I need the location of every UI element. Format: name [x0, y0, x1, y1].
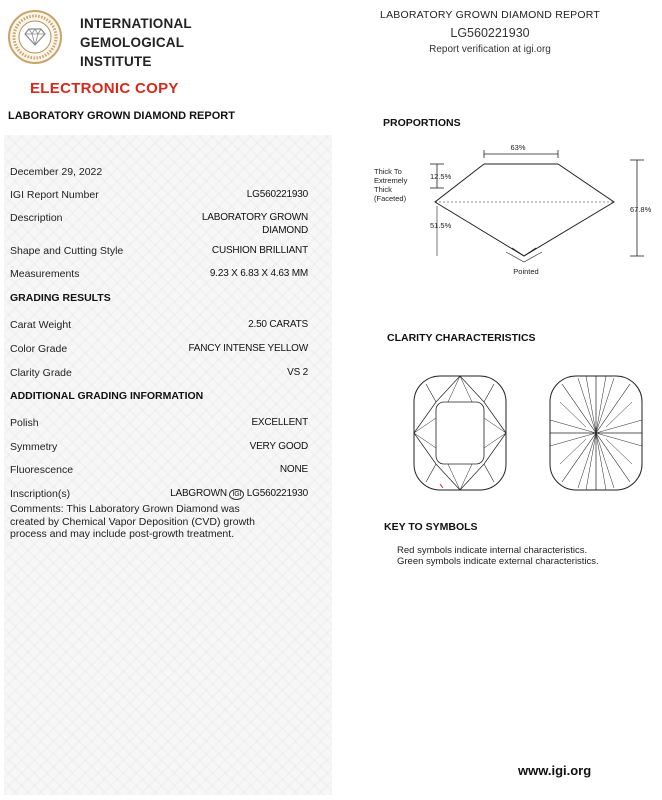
polish-label: Polish [10, 417, 39, 429]
igi-inscription-mark: IGI [229, 489, 244, 500]
right-report-title: LABORATORY GROWN DIAMOND REPORT [380, 9, 600, 21]
table-percent: 63% [510, 143, 526, 152]
additional-grading-title: ADDITIONAL GRADING INFORMATION [10, 390, 204, 402]
girdle-line: Thick To [374, 167, 402, 176]
description-value-line: LABORATORY GROWN [201, 212, 308, 223]
fluorescence-value: NONE [279, 464, 308, 475]
key-red-note: Red symbols indicate internal characteristics. [397, 545, 588, 556]
crown-view-diagram [410, 372, 510, 494]
carat-label: Carat Weight [10, 319, 72, 331]
report-number-value: LG560221930 [246, 189, 308, 200]
description-value-line: DIAMOND [262, 224, 308, 236]
crown-percent: 12.5% [430, 172, 452, 181]
key-green-note: Green symbols indicate external characteristics. [397, 556, 599, 567]
org-name-line: INSTITUTE [80, 54, 152, 69]
symmetry-value: VERY GOOD [249, 441, 308, 452]
shape-label: Shape and Cutting Style [10, 245, 124, 257]
measurements-value: 9.23 X 6.83 X 4.63 MM [209, 268, 308, 279]
left-report-title: LABORATORY GROWN DIAMOND REPORT [8, 110, 235, 122]
electronic-copy-label: ELECTRONIC COPY [30, 80, 179, 97]
color-label: Color Grade [10, 343, 68, 355]
report-date: December 29, 2022 [10, 166, 103, 178]
total-depth-percent: 67.8% [630, 205, 652, 214]
girdle-line: (Faceted) [374, 194, 407, 203]
org-name-line: INTERNATIONAL [80, 16, 192, 31]
proportions-title: PROPORTIONS [383, 117, 461, 129]
inscription-prefix: LABGROWN [170, 488, 227, 499]
inscription-label: Inscription(s) [10, 488, 71, 500]
comments-line: process and may include post-growth treatment. [10, 528, 235, 540]
key-to-symbols-title: KEY TO SYMBOLS [384, 521, 478, 533]
description-value [202, 212, 308, 237]
comments-block [10, 503, 315, 541]
clarity-value: VS 2 [287, 367, 308, 378]
girdle-line: Extremely [374, 176, 408, 185]
polish-value: EXCELLENT [251, 417, 308, 428]
org-name-line: GEMOLOGICAL [80, 35, 185, 50]
organization-name [80, 14, 192, 71]
comments-line: Comments: This Laboratory Grown Diamond was [10, 503, 240, 515]
color-value: FANCY INTENSE YELLOW [188, 343, 308, 354]
pavilion-view-diagram [546, 372, 646, 494]
clarity-characteristics-title: CLARITY CHARACTERISTICS [387, 332, 536, 344]
igi-seal-logo-icon [8, 10, 62, 64]
measurements-label: Measurements [10, 268, 80, 280]
grading-results-title: GRADING RESULTS [10, 292, 111, 304]
inscription-value [170, 488, 308, 500]
pavilion-percent: 51.5% [430, 221, 452, 230]
carat-value: 2.50 CARATS [248, 319, 308, 330]
comments-line: created by Chemical Vapor Deposition (CVD) growth [10, 515, 255, 528]
fluorescence-label: Fluorescence [10, 464, 74, 476]
description-label: Description [10, 212, 63, 224]
inscription-number: LG560221930 [246, 488, 308, 499]
clarity-label: Clarity Grade [10, 367, 72, 379]
proportions-diagram [360, 140, 660, 290]
website-link[interactable]: www.igi.org [518, 763, 592, 778]
verification-note: Report verification at igi.org [429, 44, 551, 55]
shape-value: CUSHION BRILLIANT [211, 245, 308, 256]
report-number-label: IGI Report Number [10, 189, 99, 201]
culet-label: Pointed [513, 267, 539, 276]
symmetry-label: Symmetry [10, 441, 58, 453]
girdle-line: Thick [374, 185, 392, 194]
header-report-number: LG560221930 [450, 26, 530, 40]
